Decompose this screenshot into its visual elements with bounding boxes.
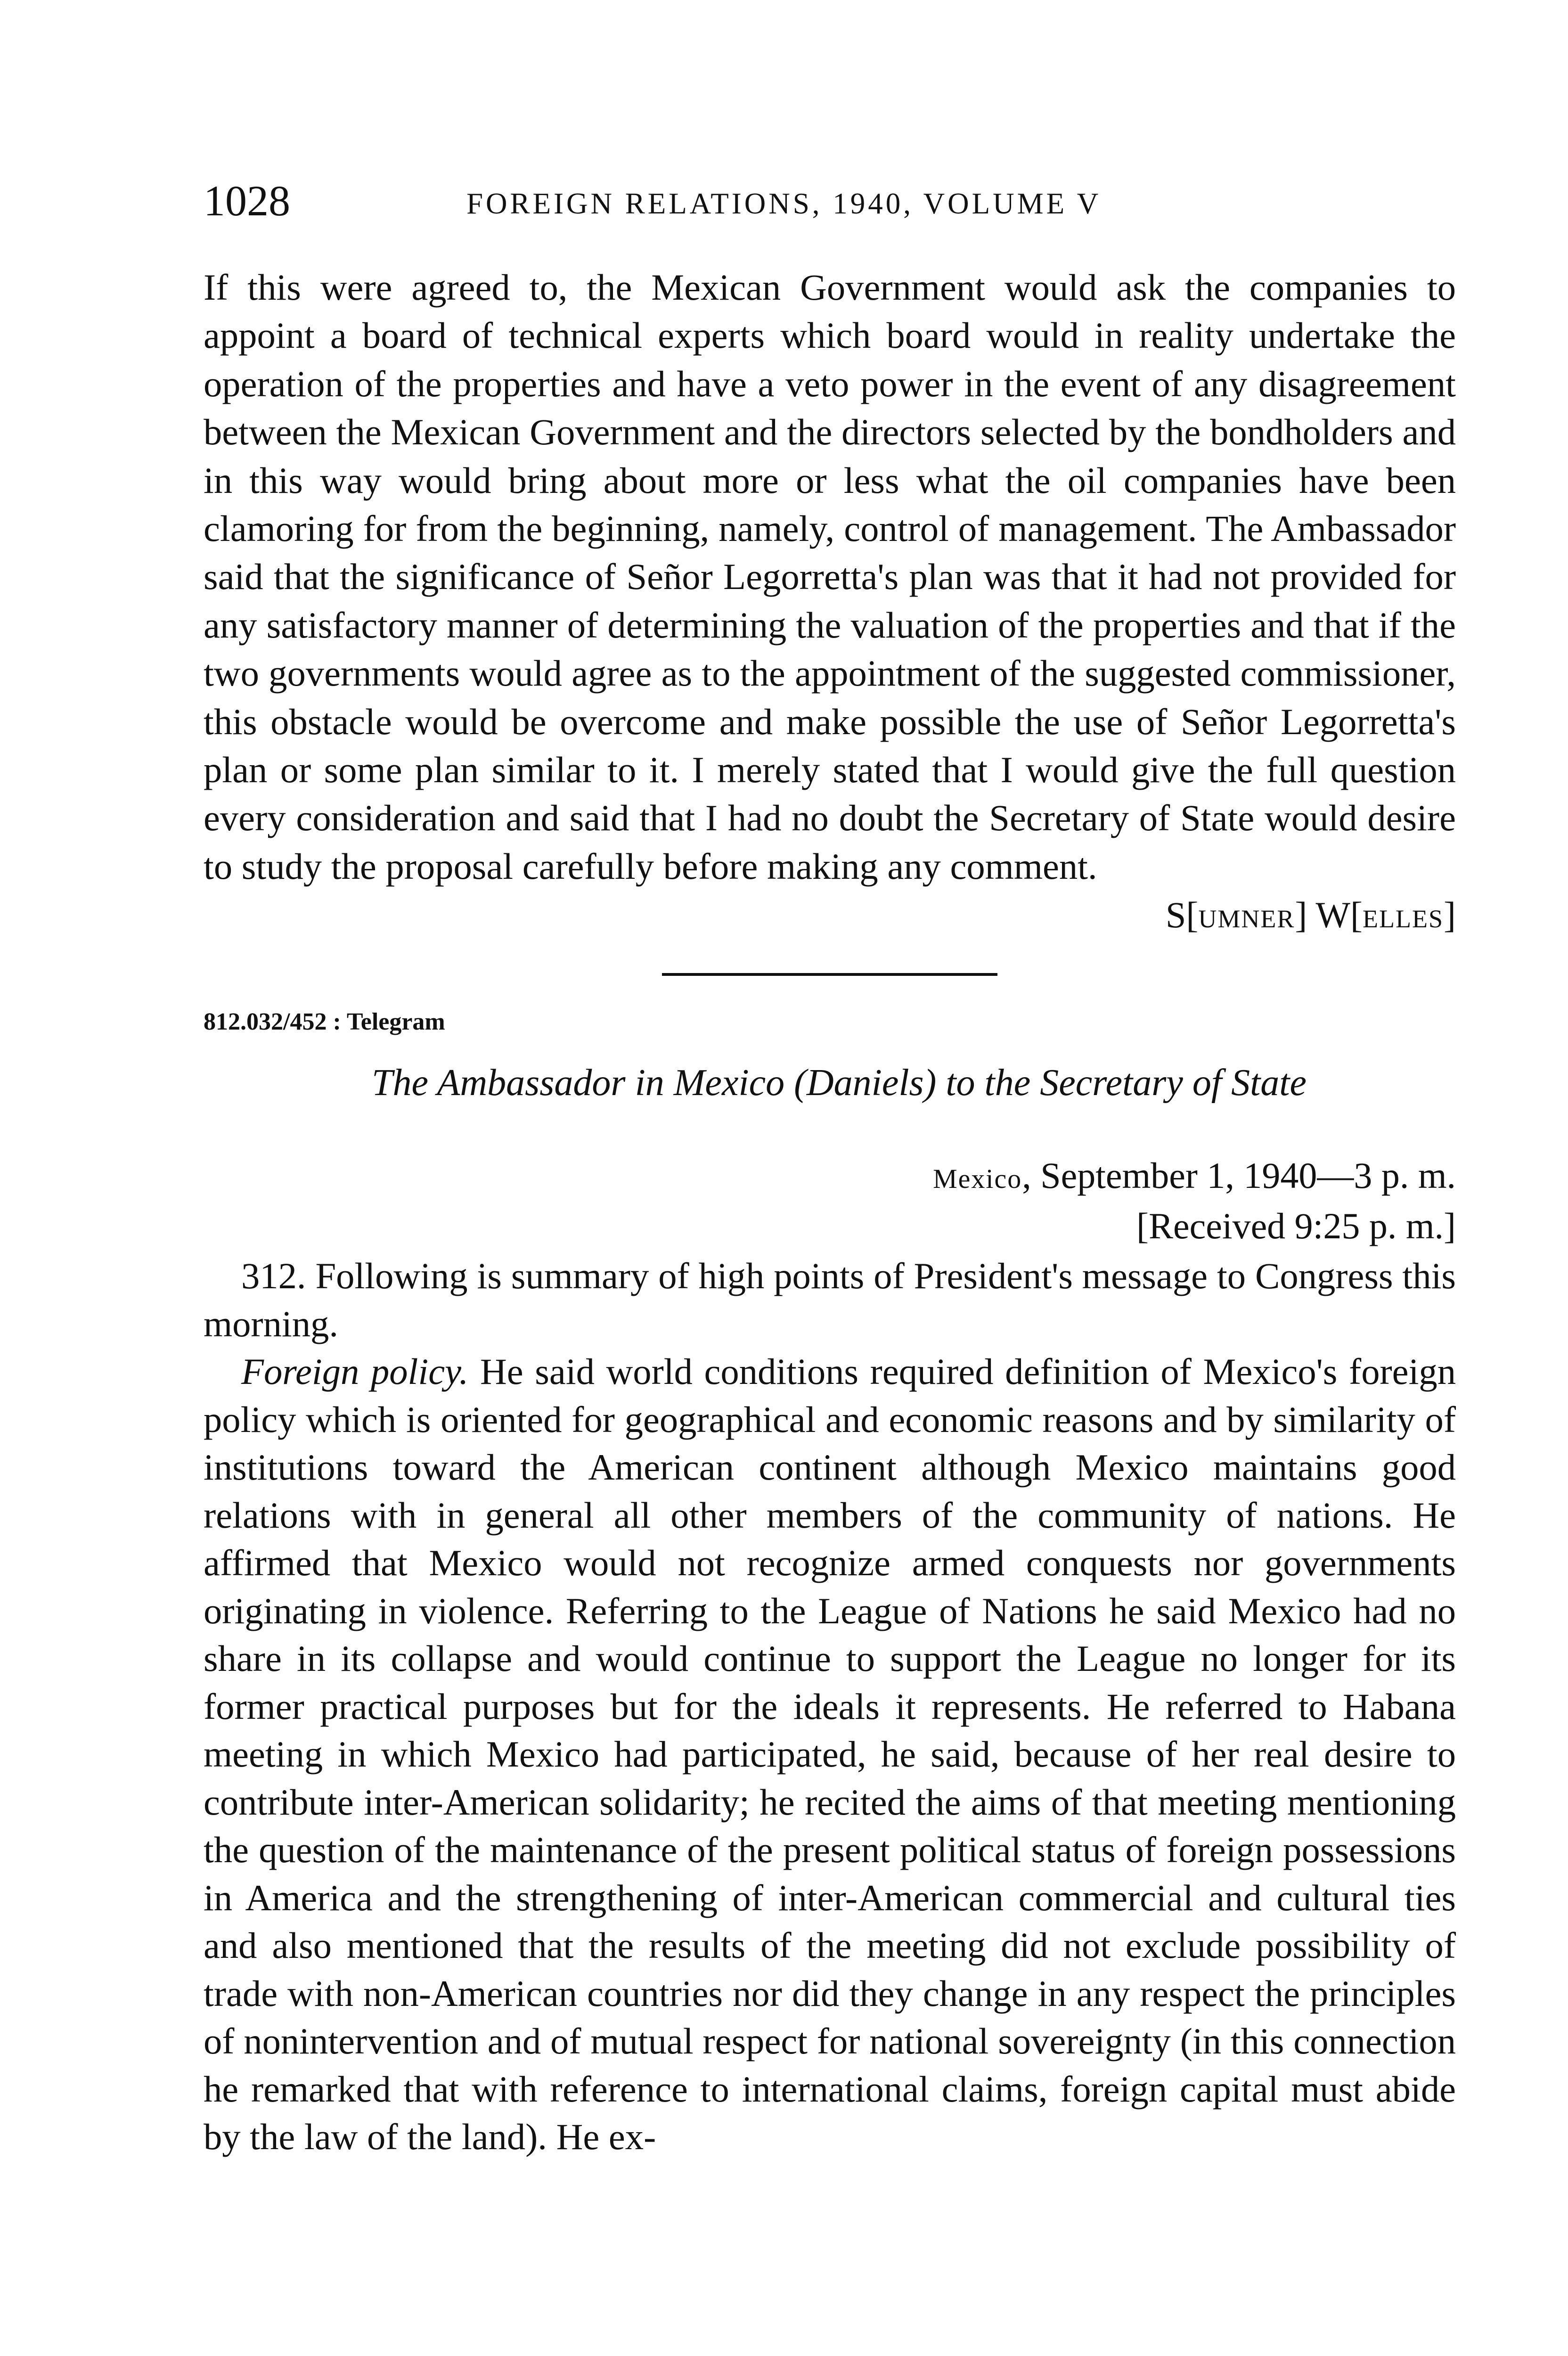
telegram-paragraph-body: He said world conditions required definition of Mexico's foreign policy which is oriented for geographical and economic reasons and by similarity of institutions toward the American continent although Mexico maintains good relations with in general all other members of the community of nations. He affirmed that Mexico would not recognize armed conquests nor governments originating in violence. Referring to the League of Nations he said Mexico had no share in its collapse and would continue to support the League no longer for its former practical purposes but for the ideals it represents. He referred to Habana meeting in which Mexico had participated, he said, because of her real desire to contribute inter-American solidarity; he recited the aims of that meeting mentioning the question of the maintenance of the present political status of foreign possessions in America and the strengthening of inter-American commercial and cultural ties and also mentioned that the results of the meeting did not exclude possibility of trade with non-American countries nor did they change in any respect the principles of nonintervention and of mutual respect for national sovereignty (in this connection he remarked that with reference to international claims, foreign capital must abide by the law of the land). He ex-	[204, 1351, 1456, 2158]
signature-smallcaps: ELLES	[1363, 905, 1444, 933]
received-note: [Received 9:25 p. m.]	[1136, 1205, 1456, 1247]
dateline	[204, 1152, 1456, 1203]
file-reference: 812.032/452 : Telegram	[204, 1008, 445, 1036]
telegram-paragraph	[204, 1348, 1456, 2161]
document-page	[204, 174, 1456, 2161]
document-heading: The Ambassador in Mexico (Daniels) to the Secretary of State	[371, 1062, 1307, 1104]
running-header	[204, 174, 1456, 227]
signature-smallcaps: UMNER	[1198, 905, 1295, 933]
signature-part: ]	[1444, 894, 1456, 936]
signature-part: ] W[	[1295, 894, 1363, 936]
signature	[204, 891, 1456, 943]
running-title: FOREIGN RELATIONS, 1940, VOLUME V	[466, 187, 1102, 220]
memorandum-paragraph: If this were agreed to, the Mexican Government would ask the companies to appoint a board of technical experts which board would in reality undertake the operation of the properties and have a veto power in the event of any disagreement between the Mexican Government and the directors selected by the bondholders and in this way would bring about more or less what the oil companies have been clamoring for from the beginning, namely, control of management. The Ambassador said that the significance of Señor Legorretta's plan was that it had not provided for any satisfactory manner of determining the valuation of the properties and that if the two governments would agree as to the appointment of the suggested commissioner, this obstacle would be overcome and make possible the use of Señor Legorretta's plan or some plan similar to it. I merely stated that I would give the full question every consideration and said that I had no doubt the Secretary of State would desire to study the proposal carefully before making any comment.	[204, 267, 1456, 887]
telegram-paragraph: 312. Following is summary of high points of President's message to Congress this morning.	[204, 1256, 1456, 1345]
section-divider	[662, 973, 997, 976]
paragraph-subhead: Foreign policy.	[241, 1351, 469, 1393]
telegram-text	[204, 1252, 1456, 2161]
memorandum-text	[204, 264, 1456, 891]
dateline-place: Mexico	[933, 1163, 1022, 1194]
page-number: 1028	[204, 177, 290, 225]
dateline-date: , September 1, 1940—3 p. m.	[1022, 1155, 1456, 1196]
signature-part: S[	[1165, 894, 1199, 936]
